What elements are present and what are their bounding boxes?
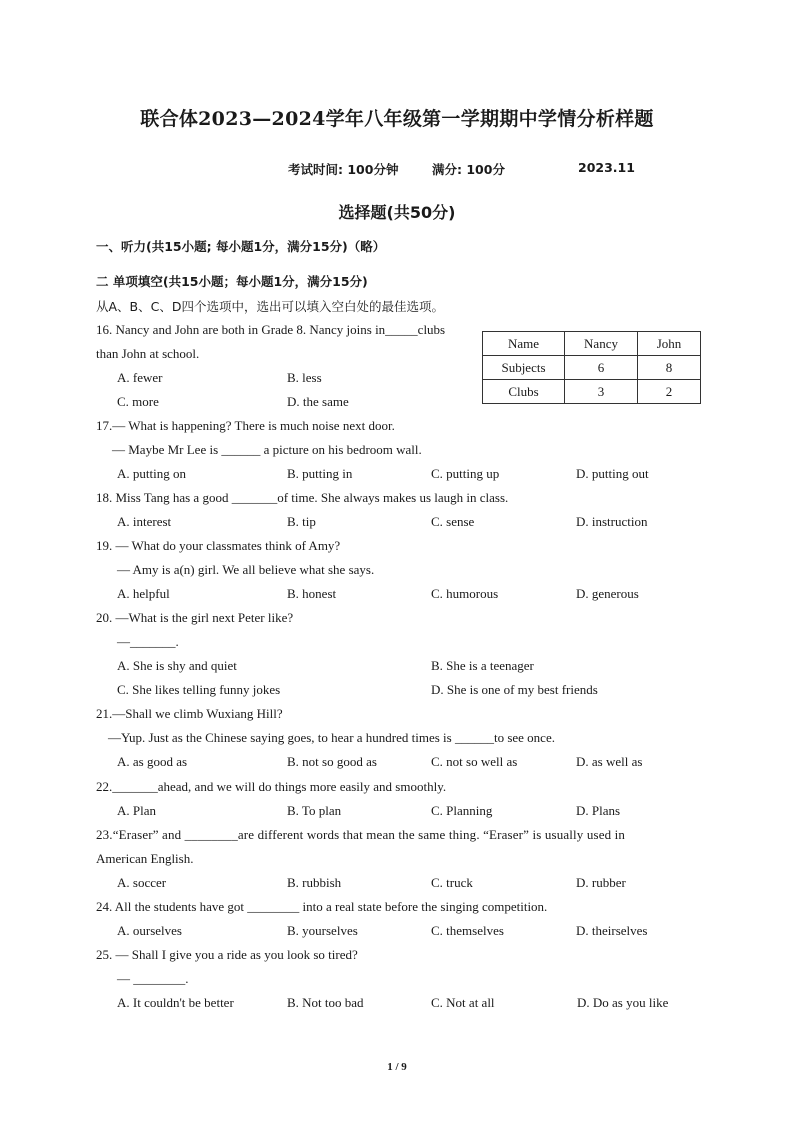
q22-option-b: B. To plan — [287, 803, 342, 818]
q22-option-d: D. Plans — [576, 803, 621, 818]
q18-option-c: C. sense — [431, 514, 475, 529]
q17-option-a: A. putting on — [117, 466, 186, 481]
q20-option-a: A. She is shy and quiet — [117, 658, 237, 673]
q24-option-b: B. yourselves — [287, 923, 358, 938]
table-row — [483, 380, 701, 404]
q16-option-a: A. fewer — [117, 370, 163, 385]
q22-stem: 22._______ahead, and we will do things more easily and smoothly. — [96, 779, 447, 794]
table-row — [483, 356, 701, 380]
q16-option-d: D. the same — [287, 394, 349, 409]
q22-option-c: C. Planning — [431, 803, 493, 818]
q19-stem: 19. — What do your classmates think of Amy? — [96, 538, 341, 553]
q20-option-d: D. She is one of my best friends — [431, 682, 598, 697]
q23-option-a: A. soccer — [117, 875, 167, 890]
q21-option-a: A. as good as — [117, 754, 188, 769]
q18-option-d: D. instruction — [576, 514, 648, 529]
q19-option-b: B. honest — [287, 586, 337, 601]
section-instruction: 从A、B、C、D四个选项中，选出可以填入空白处的最佳选项。 — [96, 299, 444, 314]
q24-stem: 24. All the students have got ________ into a real state before the singing competition. — [96, 899, 548, 914]
page-number: 1 / 9 — [387, 1061, 407, 1073]
q21-option-b: B. not so good as — [287, 754, 377, 769]
q24-option-a: A. ourselves — [117, 923, 182, 938]
q18-option-b: B. tip — [287, 514, 316, 529]
table-cell: 2 — [638, 380, 701, 404]
q18-stem: 18. Miss Tang has a good _______of time. She always makes us laugh in class. — [96, 490, 509, 505]
q19-option-a: A. helpful — [117, 586, 170, 601]
q25-stem: 25. — Shall I give you a ride as you look so tired? — [96, 947, 358, 962]
q23-option-c: C. truck — [431, 875, 473, 890]
exam-time: 考试时间: 100分钟 — [288, 162, 399, 177]
q23-stem: 23.“Eraser” and ________are different words that mean the same thing. “Eraser” is usually used in — [96, 827, 626, 842]
q16-option-c: C. more — [117, 394, 159, 409]
table-header-row — [483, 332, 701, 356]
table-cell: 3 — [565, 380, 638, 404]
q17-option-b: B. putting in — [287, 466, 353, 481]
page-title: 联合体2023—2024学年八年级第一学期期中学情分析样题 — [140, 108, 654, 130]
q17-option-c: C. putting up — [431, 466, 500, 481]
q25-option-b: B. Not too bad — [287, 995, 364, 1010]
q21-option-c: C. not so well as — [431, 754, 518, 769]
table-cell: 8 — [638, 356, 701, 380]
table-header-cell: Nancy — [565, 332, 638, 356]
q20-option-b: B. She is a teenager — [431, 658, 534, 673]
q19-stem-cont: — Amy is a(n) girl. We all believe what she says. — [117, 562, 375, 577]
q20-stem-cont: —_______. — [117, 634, 179, 649]
q23-option-d: D. rubber — [576, 875, 626, 890]
table-cell: 6 — [565, 356, 638, 380]
table-cell: Subjects — [483, 356, 565, 380]
q20-option-c: C. She likes telling funny jokes — [117, 682, 281, 697]
q25-option-c: C. Not at all — [431, 995, 495, 1010]
full-score: 满分: 100分 — [432, 162, 505, 177]
q17-option-d: D. putting out — [576, 466, 649, 481]
q22-option-a: A. Plan — [117, 803, 156, 818]
q21-option-d: D. as well as — [576, 754, 643, 769]
q18-option-a: A. interest — [117, 514, 172, 529]
q25-option-d: D. Do as you like — [577, 995, 669, 1010]
q17-stem-cont: — Maybe Mr Lee is ______ a picture on his bedroom wall. — [112, 442, 422, 457]
q21-stem-cont: —Yup. Just as the Chinese saying goes, to hear a hundred times is ______to see once. — [108, 730, 555, 745]
q16-option-b: B. less — [287, 370, 322, 385]
table-header-cell: John — [638, 332, 701, 356]
section-two-heading: 二 单项填空(共15小题；每小题1分，满分15分) — [96, 274, 368, 289]
q21-stem: 21.—Shall we climb Wuxiang Hill? — [96, 706, 283, 721]
section-subtitle: 选择题(共50分) — [338, 203, 456, 222]
q19-option-c: C. humorous — [431, 586, 499, 601]
table-cell: Clubs — [483, 380, 565, 404]
q16-stem: 16. Nancy and John are both in Grade 8. Nancy joins in_____clubs — [96, 322, 446, 337]
exam-date: 2023.11 — [578, 160, 635, 175]
q23-option-b: B. rubbish — [287, 875, 342, 890]
q20-stem: 20. —What is the girl next Peter like? — [96, 610, 294, 625]
section-one-heading: 一、听力(共15小题; 每小题1分，满分15分)（略） — [96, 239, 386, 254]
q25-option-a: A. It couldn't be better — [117, 995, 234, 1010]
table-header-cell: Name — [483, 332, 565, 356]
q19-option-d: D. generous — [576, 586, 639, 601]
q17-stem: 17.— What is happening? There is much noise next door. — [96, 418, 395, 433]
q25-stem-cont: — ________. — [117, 971, 189, 986]
q23-stem-cont: American English. — [96, 851, 194, 866]
q16-stem-cont: than John at school. — [96, 346, 200, 361]
q24-option-d: D. theirselves — [576, 923, 648, 938]
data-table — [482, 331, 701, 404]
q24-option-c: C. themselves — [431, 923, 504, 938]
